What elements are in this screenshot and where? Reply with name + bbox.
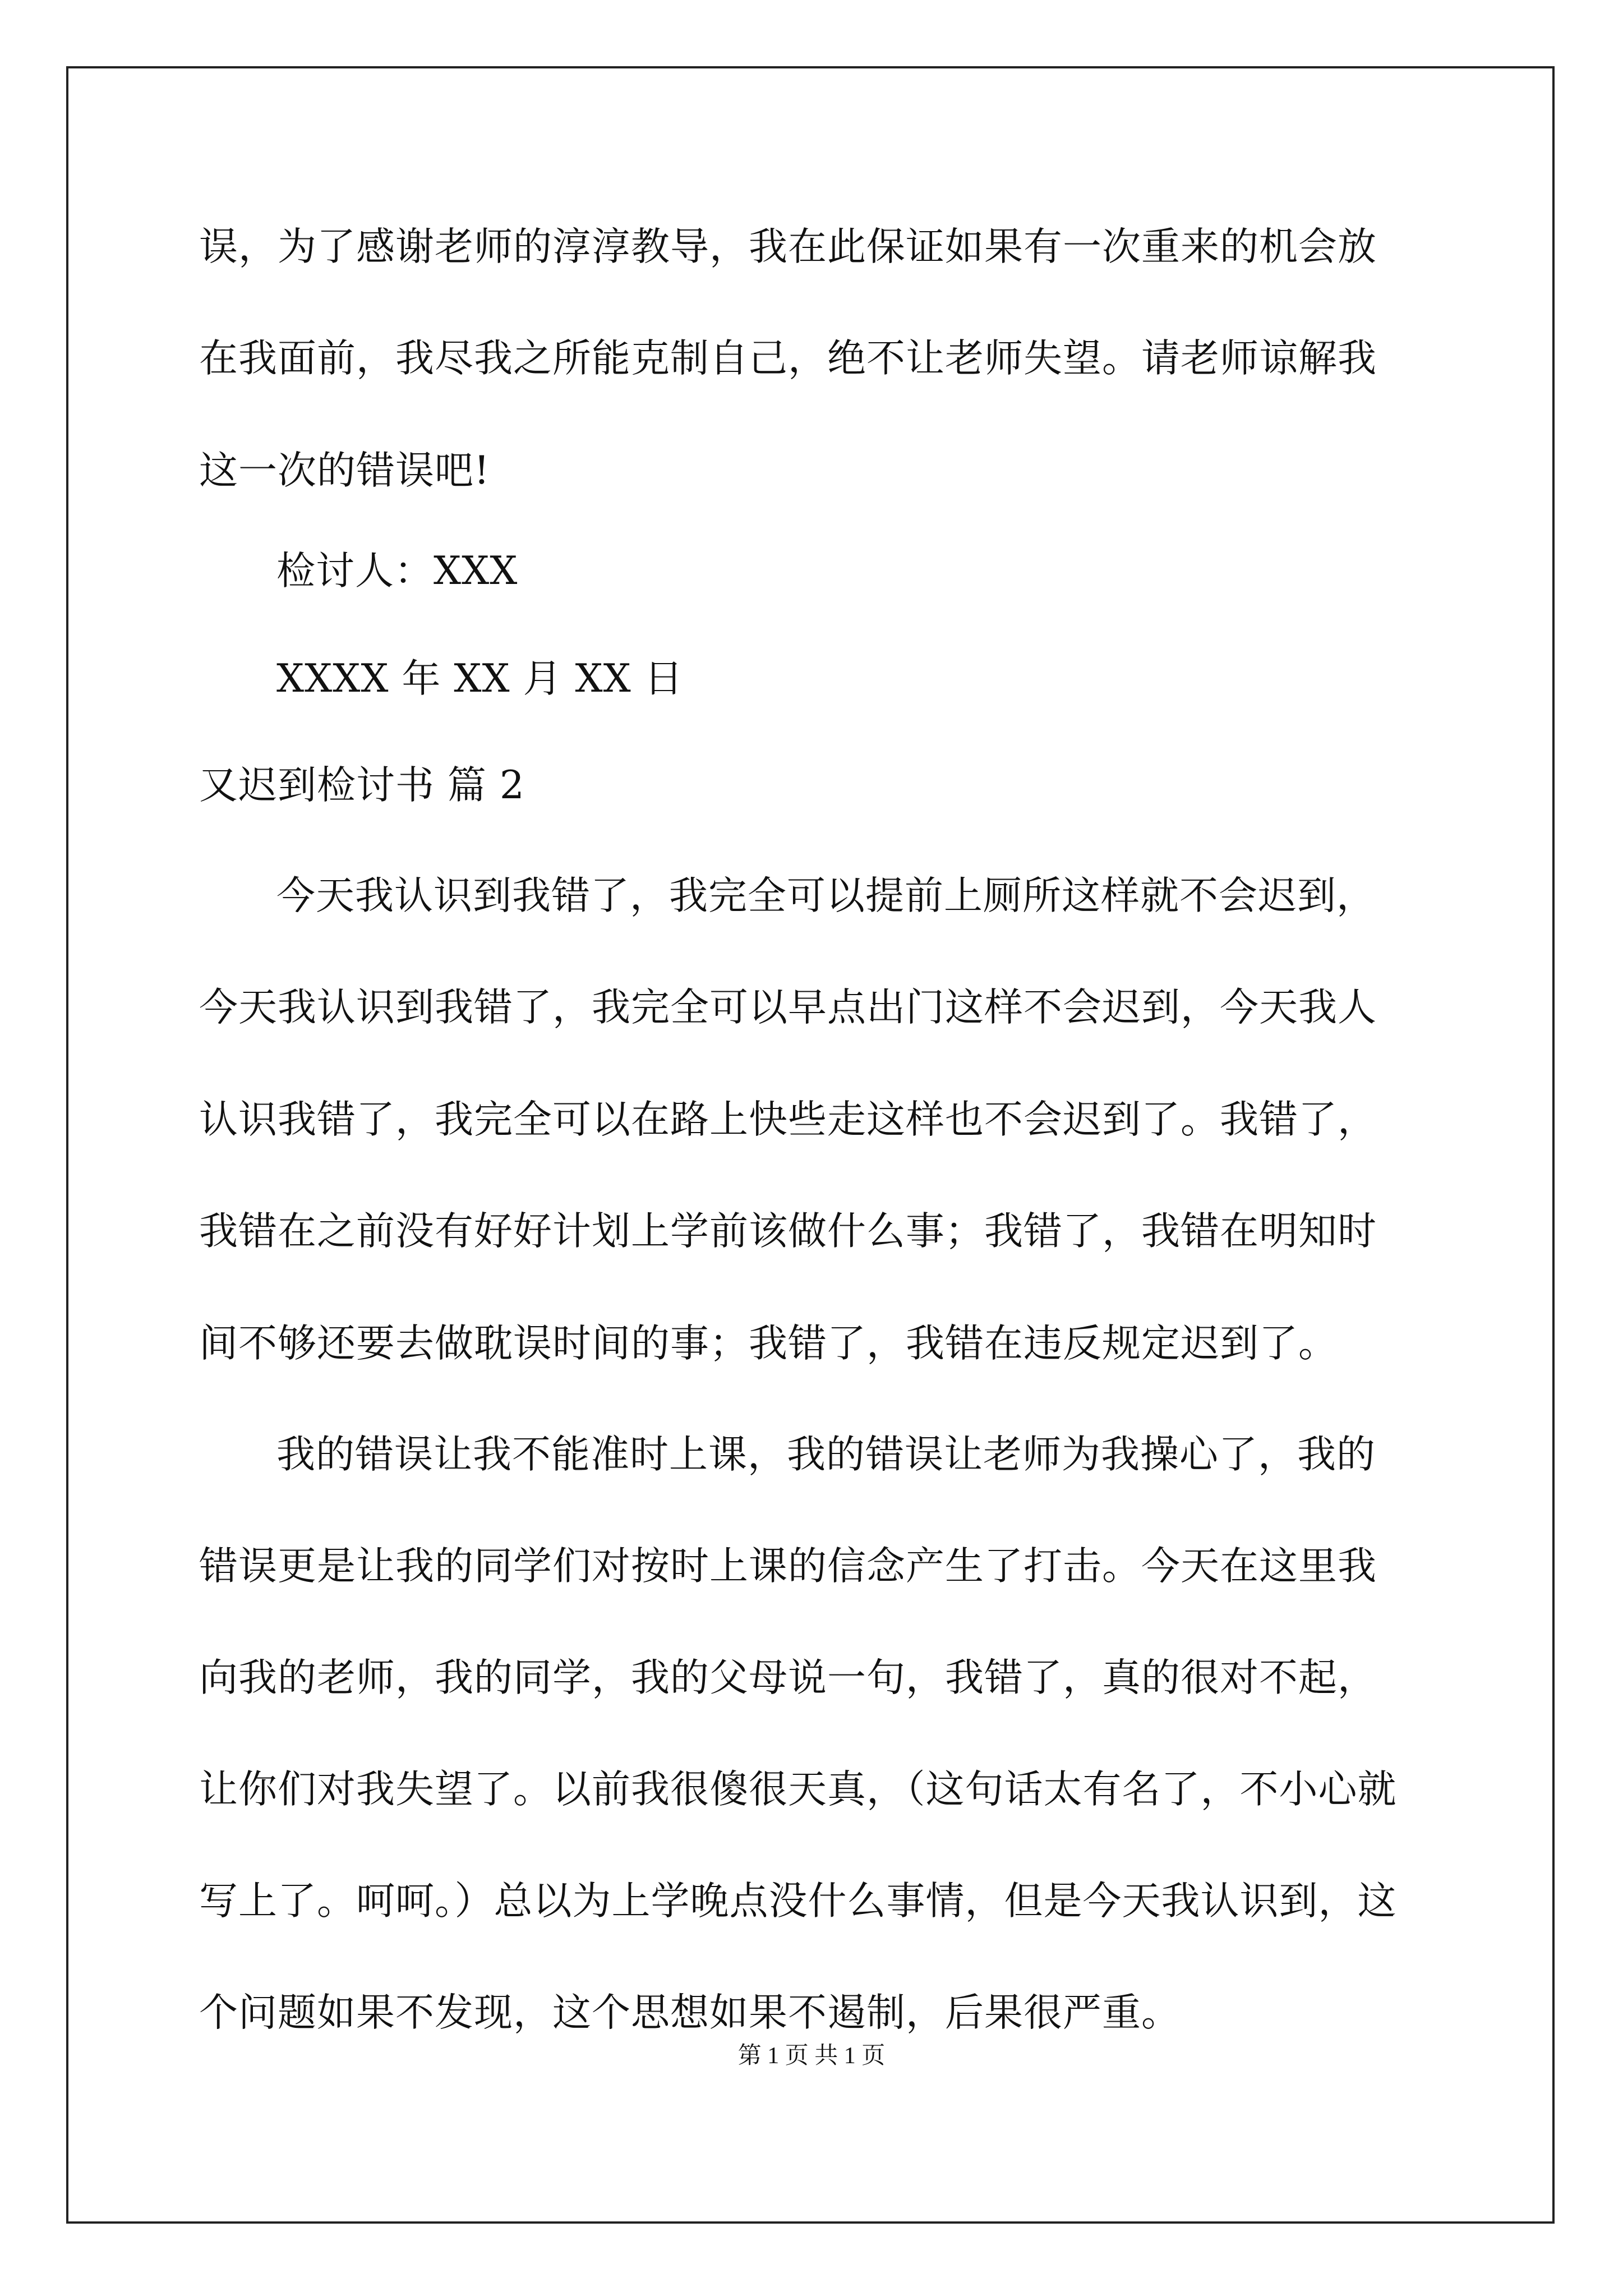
paragraph-line: 认识我错了，我完全可以在路上快些走这样也不会迟到了。我错了， [199, 1097, 1377, 1142]
paragraph-line: 向我的老师，我的同学，我的父母说一句，我错了，真的很对不起， [199, 1655, 1377, 1700]
paragraph-line: 在我面前，我尽我之所能克制自己，绝不让老师失望。请老师谅解我 [199, 336, 1377, 381]
paragraph-line: 这一次的错误吧! [199, 448, 490, 493]
paragraph-line: 间不够还要去做耽误时间的事；我错了，我错在违反规定迟到了。 [199, 1321, 1338, 1366]
paragraph-line: 让你们对我失望了。以前我很傻很天真，（这句话太有名了，不小心就 [199, 1767, 1397, 1812]
paragraph-line: 我错在之前没有好好计划上学前该做什么事；我错了，我错在明知时 [199, 1209, 1377, 1254]
paragraph-line: 今天我认识到我错了，我完全可以早点出门这样不会迟到，今天我人 [199, 985, 1377, 1030]
signature-line: 检讨人：XXX [276, 549, 518, 593]
paragraph-line: 个问题如果不发现，这个思想如果不遏制，后果很严重。 [199, 1990, 1181, 2035]
paragraph-line: 写上了。呵呵。）总以为上学晚点没什么事情，但是今天我认识到，这 [199, 1879, 1397, 1924]
page-footer: 第 1 页 共 1 页 [737, 2043, 886, 2069]
section-title: 又迟到检讨书 篇 2 [199, 763, 525, 808]
paragraph-line: 今天我认识到我错了，我完全可以提前上厕所这样就不会迟到， [276, 873, 1376, 918]
paragraph-line: 误，为了感谢老师的淳淳教导，我在此保证如果有一次重来的机会放 [199, 224, 1377, 269]
paragraph-line: 我的错误让我不能准时上课，我的错误让老师为我操心了，我的 [276, 1432, 1376, 1477]
paragraph-line: 错误更是让我的同学们对按时上课的信念产生了打击。今天在这里我 [199, 1544, 1377, 1589]
date-line: XXXX 年 XX 月 XX 日 [276, 656, 684, 701]
